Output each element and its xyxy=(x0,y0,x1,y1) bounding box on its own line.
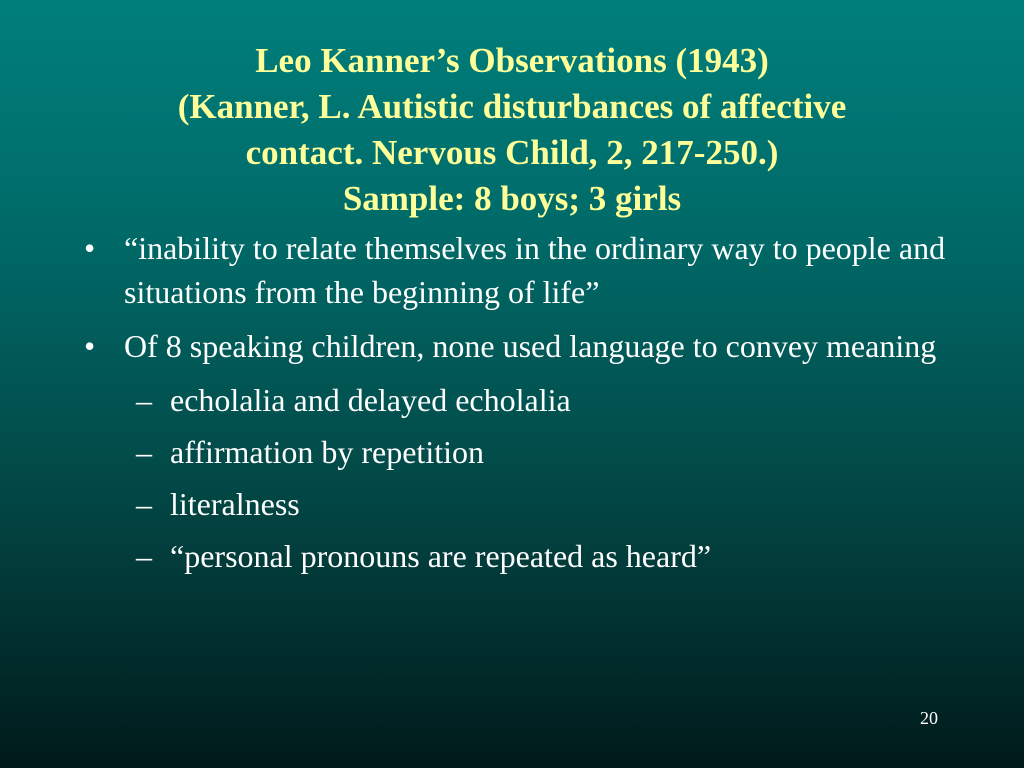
bullet-item xyxy=(80,226,960,314)
sub-bullet-text: “personal pronouns are repeated as heard” xyxy=(170,538,712,574)
sub-bullet-marker: – xyxy=(136,538,152,574)
sub-bullet-text: literalness xyxy=(170,486,300,522)
sub-bullet-item xyxy=(80,482,960,526)
slide-body xyxy=(80,226,960,586)
slide-title xyxy=(60,38,964,222)
bullet-item xyxy=(80,324,960,368)
sub-bullet-item xyxy=(80,378,960,422)
bullet-marker: • xyxy=(84,230,96,266)
title-citation-line-2: contact. Nervous Child, 2, 217-250.) xyxy=(245,133,779,172)
bullet-marker: • xyxy=(84,328,96,364)
sub-bullet-text: echolalia and delayed echolalia xyxy=(170,382,571,418)
sub-bullet-text: affirmation by repetition xyxy=(170,434,484,470)
sub-bullet-marker: – xyxy=(136,486,152,522)
sub-bullet-item xyxy=(80,430,960,474)
bullet-text: Of 8 speaking children, none used language to convey meaning xyxy=(124,328,937,364)
sub-bullet-item xyxy=(80,534,960,578)
sub-bullet-marker: – xyxy=(136,382,152,418)
sub-bullet-marker: – xyxy=(136,434,152,470)
bullet-text: “inability to relate themselves in the ordinary way to people and situations from the beginning of life” xyxy=(124,230,946,310)
title-line: Leo Kanner’s Observations (1943) xyxy=(255,41,769,80)
title-sample-line: Sample: 8 boys; 3 girls xyxy=(342,179,682,218)
page-number: 20 xyxy=(920,708,938,728)
title-citation-line-1: (Kanner, L. Autistic disturbances of affective xyxy=(177,87,847,126)
